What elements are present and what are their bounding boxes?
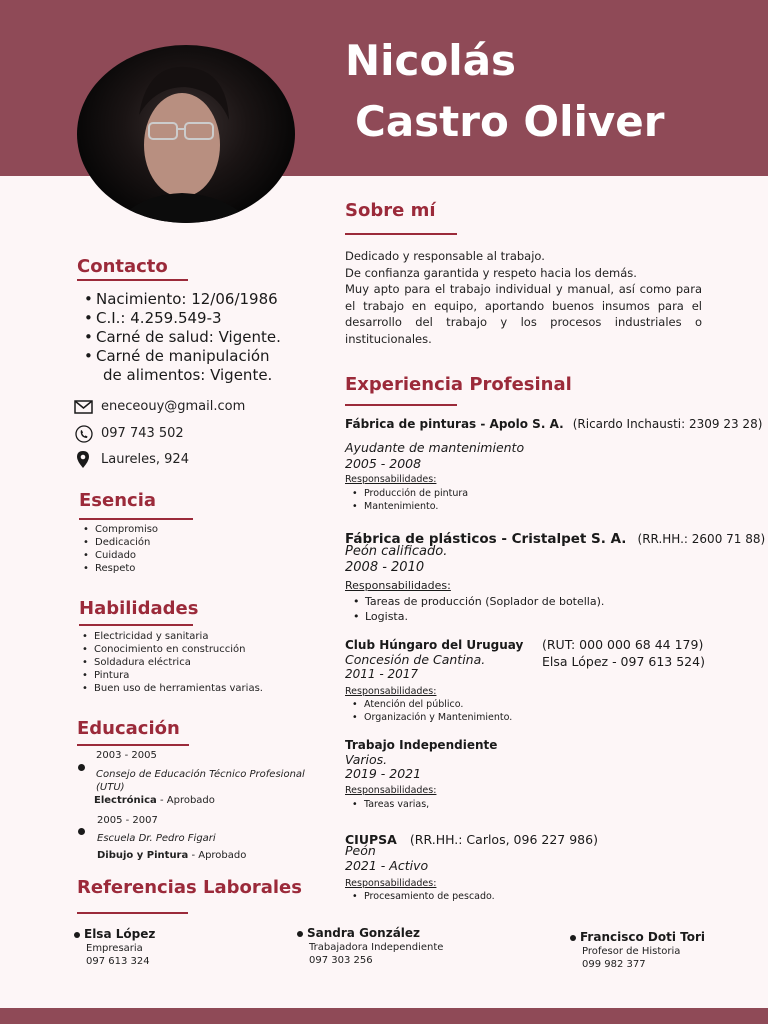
skills-rule	[79, 624, 193, 626]
education-result	[97, 850, 246, 861]
skill-item: • Electricidad y sanitaria	[78, 630, 263, 643]
education-years: 2003 - 2005	[96, 750, 157, 761]
job-role: Concesión de Cantina.	[345, 652, 486, 667]
job-resp-label: Responsabilidades:	[345, 785, 437, 796]
skill-item: • Conocimiento en construcción	[78, 643, 263, 656]
job-tasks	[348, 890, 495, 903]
phone-icon	[74, 424, 94, 448]
job-tasks	[349, 594, 604, 624]
job-task: • Atención del público.	[348, 698, 512, 711]
job-period: 2011 - 2017	[345, 667, 419, 681]
skill-item: • Soldadura eléctrica	[78, 656, 263, 669]
job-contact: (RR.HH.: 2600 71 88)	[637, 532, 766, 546]
job-period: 2021 - Activo	[345, 858, 429, 873]
profile-photo	[77, 45, 295, 223]
mail-icon	[74, 397, 94, 421]
about-rule	[345, 233, 457, 235]
job-period: 2019 - 2021	[345, 766, 422, 781]
job-contact: (RR.HH.: Carlos, 096 227 986)	[409, 832, 598, 847]
reference-position: Profesor de Historia	[582, 946, 681, 957]
job-company: Trabajo Independiente	[345, 738, 498, 752]
job-resp-label: Responsabilidades:	[345, 579, 451, 592]
job-task: • Producción de pintura	[348, 487, 468, 500]
education-result	[94, 795, 215, 806]
job-company: Fábrica de plásticos - Cristalpet S. A.	[345, 531, 627, 547]
education-institution: Escuela Dr. Pedro Figari	[97, 833, 216, 844]
skill-item: • Buen uso de herramientas varias.	[78, 682, 263, 695]
last-name: Castro Oliver	[355, 97, 665, 146]
skill-item: • Pintura	[78, 669, 263, 682]
job-resp-label: Responsabilidades:	[345, 878, 437, 889]
reference-card	[570, 930, 705, 970]
job-task: • Tareas de producción (Soplador de botella).	[349, 594, 604, 609]
essence-title: Esencia	[79, 490, 157, 511]
contact-list	[80, 290, 281, 366]
reference-name: Elsa López	[84, 927, 156, 941]
about-line: De confianza garantida y respeto hacia los demás.	[345, 265, 637, 280]
reference-name: Sandra González	[307, 926, 421, 940]
skills-list	[78, 630, 263, 695]
about-line: Muy apto para el trabajo individual y manual, así como para el trabajo en equipo, aportando buenos insumos para el desarrollo del trabajo y los procesos industriales o institucionales.	[345, 282, 702, 346]
job-role: Ayudante de mantenimiento	[345, 440, 525, 455]
reference-phone: 097 613 324	[86, 956, 150, 967]
contact-item: • Carné de salud: Vigente.	[80, 328, 281, 347]
job-task: • Organización y Mantenimiento.	[348, 711, 512, 724]
education-institution: Consejo de Educación Técnico Profesional (UTU)	[96, 769, 305, 793]
reference-phone: 099 982 377	[582, 959, 646, 970]
job-role: Peón	[345, 843, 376, 858]
education-years: 2005 - 2007	[97, 815, 158, 826]
job-contact: (RUT: 000 000 68 44 179)	[542, 637, 704, 652]
about-text	[345, 248, 702, 347]
contact-item: de alimentos: Vigente.	[103, 366, 273, 384]
address-text: Laureles, 924	[101, 452, 189, 467]
education-title: Educación	[77, 718, 180, 739]
reference-phone: 097 303 256	[309, 955, 373, 966]
references-title: Referencias Laborales	[77, 877, 302, 898]
skills-title: Habilidades	[79, 598, 199, 619]
job-tasks	[348, 487, 468, 513]
email-text[interactable]: eneceouy@gmail.com	[101, 399, 246, 414]
reference-card	[297, 926, 443, 966]
education-course: Electrónica	[94, 795, 157, 806]
contact-rule	[77, 279, 188, 281]
job-role: Peón calificado.	[345, 544, 448, 559]
essence-item: • Respeto	[79, 562, 158, 575]
education-status: - Aprobado	[159, 795, 215, 806]
essence-rule	[79, 518, 193, 520]
job-tasks	[348, 698, 512, 724]
education-status: - Aprobado	[191, 850, 247, 861]
job-contact: (Ricardo Inchausti: 2309 23 28)	[572, 417, 763, 431]
job-period: 2008 - 2010	[345, 560, 425, 575]
experience-rule	[345, 404, 457, 406]
essence-item: • Dedicación	[79, 536, 158, 549]
job-header	[345, 413, 762, 432]
phone-text[interactable]: 097 743 502	[101, 426, 184, 441]
reference-position: Trabajadora Independiente	[309, 942, 444, 953]
job-header	[345, 829, 598, 848]
job-task: • Procesamiento de pescado.	[348, 890, 495, 903]
contact-item: • C.I.: 4.259.549-3	[80, 309, 281, 328]
reference-name: Francisco Doti Tori	[580, 930, 705, 944]
education-bullet	[78, 756, 85, 775]
job-resp-label: Responsabilidades:	[345, 686, 437, 697]
job-resp-label: Responsabilidades:	[345, 474, 437, 485]
job-company: Club Húngaro del Uruguay	[345, 638, 524, 652]
essence-list	[79, 523, 158, 575]
job-task: • Logista.	[349, 609, 604, 624]
reference-card	[74, 927, 155, 967]
education-rule	[77, 744, 189, 746]
first-name: Nicolás	[345, 36, 517, 85]
education-course: Dibujo y Pintura	[97, 850, 189, 861]
job-company: CIUPSA	[345, 832, 397, 847]
experience-title: Experiencia Profesinal	[345, 374, 572, 395]
location-pin-icon	[73, 450, 93, 474]
references-rule	[77, 912, 188, 914]
job-role: Varios.	[345, 752, 388, 767]
footer-band	[0, 1008, 768, 1024]
job-company: Fábrica de pinturas - Apolo S. A.	[345, 417, 564, 431]
reference-position: Empresaria	[86, 943, 143, 954]
essence-item: • Cuidado	[79, 549, 158, 562]
job-contact-secondary: Elsa López - 097 613 524)	[542, 654, 705, 669]
education-bullet	[78, 820, 85, 839]
job-tasks	[348, 798, 429, 811]
job-period: 2005 - 2008	[345, 456, 422, 471]
contact-item: • Nacimiento: 12/06/1986	[80, 290, 281, 309]
about-line: Dedicado y responsable al trabajo.	[345, 249, 545, 263]
job-task: • Tareas varias,	[348, 798, 429, 811]
essence-item: • Compromiso	[79, 523, 158, 536]
job-task: • Mantenimiento.	[348, 500, 468, 513]
about-title: Sobre mí	[345, 200, 436, 221]
contact-title: Contacto	[77, 256, 168, 277]
contact-item: • Carné de manipulación	[80, 347, 281, 366]
